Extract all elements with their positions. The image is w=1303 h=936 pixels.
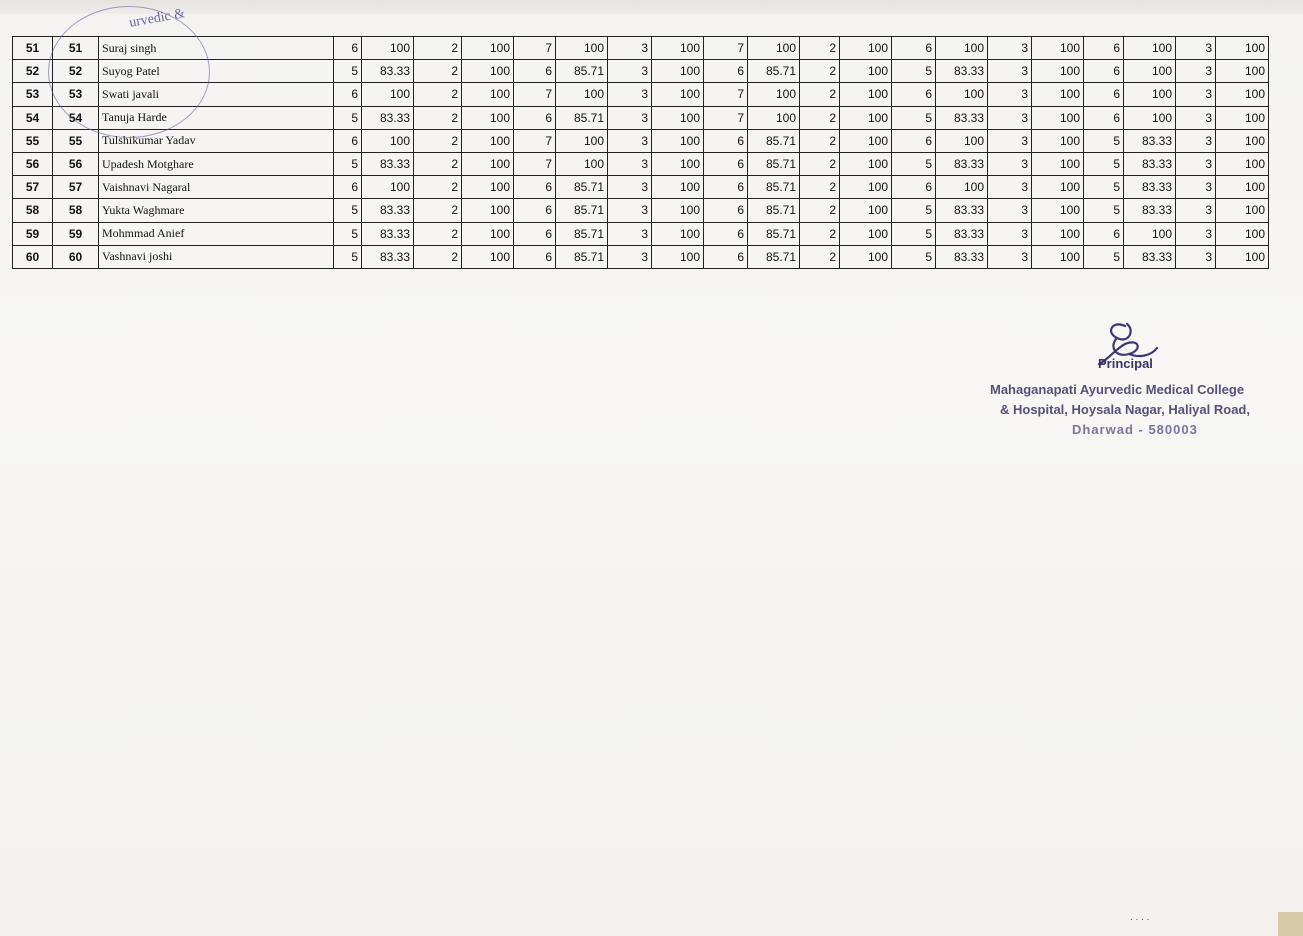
percentage-cell: 100 <box>652 60 704 83</box>
percentage-cell: 100 <box>840 245 892 268</box>
roll-number-cell: 53 <box>53 83 99 106</box>
percentage-cell: 100 <box>1032 152 1084 175</box>
serial-number-cell: 52 <box>13 60 53 83</box>
percentage-cell: 83.33 <box>362 106 414 129</box>
percentage-cell: 85.71 <box>556 176 608 199</box>
attended-count-cell: 5 <box>1084 245 1124 268</box>
attendance-marks-table <box>12 36 1269 269</box>
attended-count-cell: 3 <box>1176 83 1216 106</box>
student-name-cell: Mohmmad Anief <box>99 222 334 245</box>
percentage-cell: 100 <box>652 245 704 268</box>
percentage-cell: 100 <box>1216 83 1269 106</box>
percentage-cell: 100 <box>362 37 414 60</box>
roll-number-cell: 56 <box>53 152 99 175</box>
percentage-cell: 100 <box>1216 199 1269 222</box>
percentage-cell: 100 <box>1032 176 1084 199</box>
table-row <box>13 245 1269 268</box>
percentage-cell: 100 <box>556 37 608 60</box>
percentage-cell: 83.33 <box>362 199 414 222</box>
attended-count-cell: 2 <box>800 245 840 268</box>
percentage-cell: 100 <box>1032 83 1084 106</box>
attended-count-cell: 3 <box>1176 106 1216 129</box>
attended-count-cell: 2 <box>414 199 462 222</box>
percentage-cell: 100 <box>462 37 514 60</box>
attended-count-cell: 6 <box>704 222 748 245</box>
percentage-cell: 83.33 <box>936 60 988 83</box>
percentage-cell: 83.33 <box>936 245 988 268</box>
roll-number-cell: 52 <box>53 60 99 83</box>
attended-count-cell: 3 <box>608 199 652 222</box>
attended-count-cell: 3 <box>608 37 652 60</box>
attended-count-cell: 3 <box>988 37 1032 60</box>
percentage-cell: 100 <box>1216 129 1269 152</box>
serial-number-cell: 53 <box>13 83 53 106</box>
percentage-cell: 100 <box>840 106 892 129</box>
attended-count-cell: 3 <box>988 222 1032 245</box>
attended-count-cell: 3 <box>1176 60 1216 83</box>
table-row <box>13 83 1269 106</box>
percentage-cell: 100 <box>462 222 514 245</box>
table-row <box>13 199 1269 222</box>
attended-count-cell: 2 <box>414 129 462 152</box>
student-name-cell: Suraj singh <box>99 37 334 60</box>
table-row <box>13 222 1269 245</box>
roll-number-cell: 58 <box>53 199 99 222</box>
attended-count-cell: 3 <box>608 106 652 129</box>
attended-count-cell: 6 <box>514 245 556 268</box>
roll-number-cell: 57 <box>53 176 99 199</box>
attended-count-cell: 5 <box>892 199 936 222</box>
percentage-cell: 100 <box>1216 176 1269 199</box>
attended-count-cell: 5 <box>334 60 362 83</box>
percentage-cell: 85.71 <box>748 152 800 175</box>
attended-count-cell: 3 <box>608 129 652 152</box>
percentage-cell: 100 <box>556 83 608 106</box>
table-row <box>13 129 1269 152</box>
attended-count-cell: 3 <box>608 245 652 268</box>
percentage-cell: 100 <box>1216 245 1269 268</box>
table-row <box>13 60 1269 83</box>
attended-count-cell: 7 <box>514 83 556 106</box>
attended-count-cell: 5 <box>892 245 936 268</box>
percentage-cell: 83.33 <box>1124 129 1176 152</box>
attended-count-cell: 3 <box>608 222 652 245</box>
percentage-cell: 83.33 <box>936 199 988 222</box>
percentage-cell: 100 <box>840 222 892 245</box>
attended-count-cell: 6 <box>1084 106 1124 129</box>
percentage-cell: 85.71 <box>748 129 800 152</box>
percentage-cell: 100 <box>652 152 704 175</box>
attended-count-cell: 3 <box>1176 152 1216 175</box>
percentage-cell: 100 <box>1032 37 1084 60</box>
attended-count-cell: 7 <box>514 37 556 60</box>
attended-count-cell: 2 <box>800 106 840 129</box>
percentage-cell: 100 <box>840 152 892 175</box>
attended-count-cell: 3 <box>1176 245 1216 268</box>
serial-number-cell: 55 <box>13 129 53 152</box>
attended-count-cell: 5 <box>334 199 362 222</box>
percentage-cell: 100 <box>362 129 414 152</box>
attended-count-cell: 3 <box>608 83 652 106</box>
percentage-cell: 100 <box>462 176 514 199</box>
attended-count-cell: 6 <box>334 37 362 60</box>
percentage-cell: 85.71 <box>556 222 608 245</box>
serial-number-cell: 51 <box>13 37 53 60</box>
attended-count-cell: 6 <box>704 199 748 222</box>
attended-count-cell: 6 <box>334 83 362 106</box>
percentage-cell: 100 <box>936 83 988 106</box>
attended-count-cell: 3 <box>1176 129 1216 152</box>
percentage-cell: 100 <box>840 60 892 83</box>
percentage-cell: 83.33 <box>936 106 988 129</box>
principal-signature-block <box>980 318 1280 437</box>
student-name-cell: Swati javali <box>99 83 334 106</box>
attended-count-cell: 6 <box>1084 60 1124 83</box>
attended-count-cell: 6 <box>514 176 556 199</box>
table-row <box>13 37 1269 60</box>
percentage-cell: 100 <box>1032 106 1084 129</box>
attended-count-cell: 3 <box>608 60 652 83</box>
student-name-cell: Tanuja Harde <box>99 106 334 129</box>
percentage-cell: 83.33 <box>362 222 414 245</box>
attended-count-cell: 3 <box>988 245 1032 268</box>
table-row <box>13 152 1269 175</box>
attended-count-cell: 5 <box>892 152 936 175</box>
attended-count-cell: 7 <box>704 83 748 106</box>
attended-count-cell: 3 <box>1176 37 1216 60</box>
percentage-cell: 83.33 <box>362 60 414 83</box>
attended-count-cell: 3 <box>988 60 1032 83</box>
attended-count-cell: 5 <box>892 106 936 129</box>
percentage-cell: 100 <box>840 37 892 60</box>
percentage-cell: 100 <box>936 129 988 152</box>
table-row <box>13 106 1269 129</box>
percentage-cell: 100 <box>1124 106 1176 129</box>
percentage-cell: 85.71 <box>748 60 800 83</box>
percentage-cell: 100 <box>1216 37 1269 60</box>
attended-count-cell: 6 <box>704 152 748 175</box>
student-name-cell: Upadesh Motghare <box>99 152 334 175</box>
percentage-cell: 100 <box>652 176 704 199</box>
attended-count-cell: 6 <box>704 60 748 83</box>
percentage-cell: 83.33 <box>1124 199 1176 222</box>
attended-count-cell: 2 <box>414 106 462 129</box>
percentage-cell: 100 <box>652 106 704 129</box>
attended-count-cell: 5 <box>1084 129 1124 152</box>
attended-count-cell: 5 <box>1084 199 1124 222</box>
attended-count-cell: 3 <box>1176 199 1216 222</box>
percentage-cell: 83.33 <box>1124 176 1176 199</box>
percentage-cell: 85.71 <box>748 176 800 199</box>
attended-count-cell: 6 <box>1084 222 1124 245</box>
attended-count-cell: 6 <box>514 199 556 222</box>
roll-number-cell: 59 <box>53 222 99 245</box>
student-name-cell: Tulshikumar Yadav <box>99 129 334 152</box>
attended-count-cell: 3 <box>988 106 1032 129</box>
percentage-cell: 100 <box>1216 106 1269 129</box>
attended-count-cell: 3 <box>1176 176 1216 199</box>
attended-count-cell: 2 <box>414 83 462 106</box>
attended-count-cell: 3 <box>988 129 1032 152</box>
percentage-cell: 85.71 <box>556 106 608 129</box>
percentage-cell: 83.33 <box>1124 152 1176 175</box>
attended-count-cell: 5 <box>334 106 362 129</box>
percentage-cell: 100 <box>362 83 414 106</box>
serial-number-cell: 59 <box>13 222 53 245</box>
percentage-cell: 100 <box>1124 60 1176 83</box>
percentage-cell: 100 <box>1216 222 1269 245</box>
attended-count-cell: 3 <box>988 199 1032 222</box>
attended-count-cell: 2 <box>800 176 840 199</box>
attended-count-cell: 3 <box>1176 222 1216 245</box>
attended-count-cell: 2 <box>414 60 462 83</box>
attended-count-cell: 6 <box>892 129 936 152</box>
attended-count-cell: 2 <box>414 152 462 175</box>
percentage-cell: 100 <box>1216 152 1269 175</box>
percentage-cell: 85.71 <box>556 199 608 222</box>
percentage-cell: 100 <box>936 176 988 199</box>
student-name-cell: Vaishnavi Nagaral <box>99 176 334 199</box>
percentage-cell: 100 <box>652 37 704 60</box>
attended-count-cell: 2 <box>800 83 840 106</box>
percentage-cell: 85.71 <box>748 245 800 268</box>
attended-count-cell: 5 <box>334 152 362 175</box>
attended-count-cell: 2 <box>800 129 840 152</box>
percentage-cell: 83.33 <box>362 152 414 175</box>
attended-count-cell: 5 <box>892 60 936 83</box>
attended-count-cell: 2 <box>800 37 840 60</box>
attended-count-cell: 7 <box>704 37 748 60</box>
percentage-cell: 100 <box>652 83 704 106</box>
college-name-line: Mahaganapati Ayurvedic Medical College <box>990 382 1245 397</box>
attended-count-cell: 2 <box>800 152 840 175</box>
serial-number-cell: 58 <box>13 199 53 222</box>
percentage-cell: 85.71 <box>556 245 608 268</box>
percentage-cell: 100 <box>462 60 514 83</box>
percentage-cell: 100 <box>840 199 892 222</box>
attended-count-cell: 3 <box>988 83 1032 106</box>
percentage-cell: 100 <box>1032 222 1084 245</box>
attended-count-cell: 3 <box>608 152 652 175</box>
attended-count-cell: 6 <box>704 129 748 152</box>
percentage-cell: 100 <box>652 222 704 245</box>
percentage-cell: 100 <box>462 106 514 129</box>
roll-number-cell: 54 <box>53 106 99 129</box>
student-name-cell: Vashnavi joshi <box>99 245 334 268</box>
seal-text: urvedic & <box>128 6 187 31</box>
table-body <box>13 37 1269 269</box>
attended-count-cell: 6 <box>892 176 936 199</box>
percentage-cell: 100 <box>556 152 608 175</box>
percentage-cell: 100 <box>748 83 800 106</box>
percentage-cell: 100 <box>652 199 704 222</box>
percentage-cell: 100 <box>1124 37 1176 60</box>
percentage-cell: 85.71 <box>748 222 800 245</box>
attended-count-cell: 3 <box>608 176 652 199</box>
attended-count-cell: 6 <box>514 222 556 245</box>
attended-count-cell: 6 <box>704 245 748 268</box>
percentage-cell: 100 <box>936 37 988 60</box>
college-city-line: Dharwad - 580003 <box>1072 422 1198 437</box>
attended-count-cell: 2 <box>414 37 462 60</box>
attended-count-cell: 2 <box>800 60 840 83</box>
percentage-cell: 100 <box>1032 60 1084 83</box>
attended-count-cell: 6 <box>1084 83 1124 106</box>
percentage-cell: 100 <box>1216 60 1269 83</box>
attended-count-cell: 7 <box>704 106 748 129</box>
page-edge-shadow <box>1278 912 1303 936</box>
percentage-cell: 100 <box>556 129 608 152</box>
percentage-cell: 83.33 <box>362 245 414 268</box>
serial-number-cell: 57 <box>13 176 53 199</box>
attended-count-cell: 5 <box>892 222 936 245</box>
attended-count-cell: 6 <box>892 83 936 106</box>
attended-count-cell: 2 <box>414 245 462 268</box>
attended-count-cell: 6 <box>704 176 748 199</box>
percentage-cell: 100 <box>1032 245 1084 268</box>
percentage-cell: 100 <box>462 199 514 222</box>
percentage-cell: 100 <box>840 176 892 199</box>
attended-count-cell: 3 <box>988 152 1032 175</box>
percentage-cell: 83.33 <box>936 152 988 175</box>
attended-count-cell: 6 <box>334 129 362 152</box>
attended-count-cell: 2 <box>414 176 462 199</box>
percentage-cell: 100 <box>1032 199 1084 222</box>
percentage-cell: 100 <box>652 129 704 152</box>
attended-count-cell: 6 <box>514 106 556 129</box>
attended-count-cell: 6 <box>892 37 936 60</box>
percentage-cell: 100 <box>362 176 414 199</box>
table-row <box>13 176 1269 199</box>
attended-count-cell: 6 <box>334 176 362 199</box>
percentage-cell: 100 <box>462 152 514 175</box>
percentage-cell: 100 <box>748 37 800 60</box>
attended-count-cell: 6 <box>514 60 556 83</box>
serial-number-cell: 56 <box>13 152 53 175</box>
attended-count-cell: 5 <box>1084 176 1124 199</box>
percentage-cell: 85.71 <box>748 199 800 222</box>
serial-number-cell: 54 <box>13 106 53 129</box>
percentage-cell: 83.33 <box>1124 245 1176 268</box>
percentage-cell: 100 <box>462 129 514 152</box>
percentage-cell: 100 <box>462 245 514 268</box>
roll-number-cell: 51 <box>53 37 99 60</box>
page-top-shadow <box>0 0 1303 14</box>
percentage-cell: 100 <box>462 83 514 106</box>
attended-count-cell: 2 <box>800 222 840 245</box>
percentage-cell: 100 <box>840 129 892 152</box>
student-name-cell: Suyog Patel <box>99 60 334 83</box>
percentage-cell: 100 <box>1032 129 1084 152</box>
roll-number-cell: 60 <box>53 245 99 268</box>
attended-count-cell: 7 <box>514 152 556 175</box>
college-address-line: & Hospital, Hoysala Nagar, Haliyal Road, <box>1000 402 1250 417</box>
attended-count-cell: 7 <box>514 129 556 152</box>
principal-title: Principal <box>1098 356 1153 371</box>
percentage-cell: 83.33 <box>936 222 988 245</box>
roll-number-cell: 55 <box>53 129 99 152</box>
percentage-cell: 100 <box>748 106 800 129</box>
student-name-cell: Yukta Waghmare <box>99 199 334 222</box>
percentage-cell: 85.71 <box>556 60 608 83</box>
attended-count-cell: 6 <box>1084 37 1124 60</box>
attended-count-cell: 2 <box>800 199 840 222</box>
footer-dots: . . . . <box>1130 912 1150 923</box>
percentage-cell: 100 <box>1124 83 1176 106</box>
attended-count-cell: 5 <box>334 222 362 245</box>
percentage-cell: 100 <box>1124 222 1176 245</box>
attended-count-cell: 3 <box>988 176 1032 199</box>
serial-number-cell: 60 <box>13 245 53 268</box>
attended-count-cell: 5 <box>334 245 362 268</box>
percentage-cell: 100 <box>840 83 892 106</box>
attended-count-cell: 2 <box>414 222 462 245</box>
attended-count-cell: 5 <box>1084 152 1124 175</box>
